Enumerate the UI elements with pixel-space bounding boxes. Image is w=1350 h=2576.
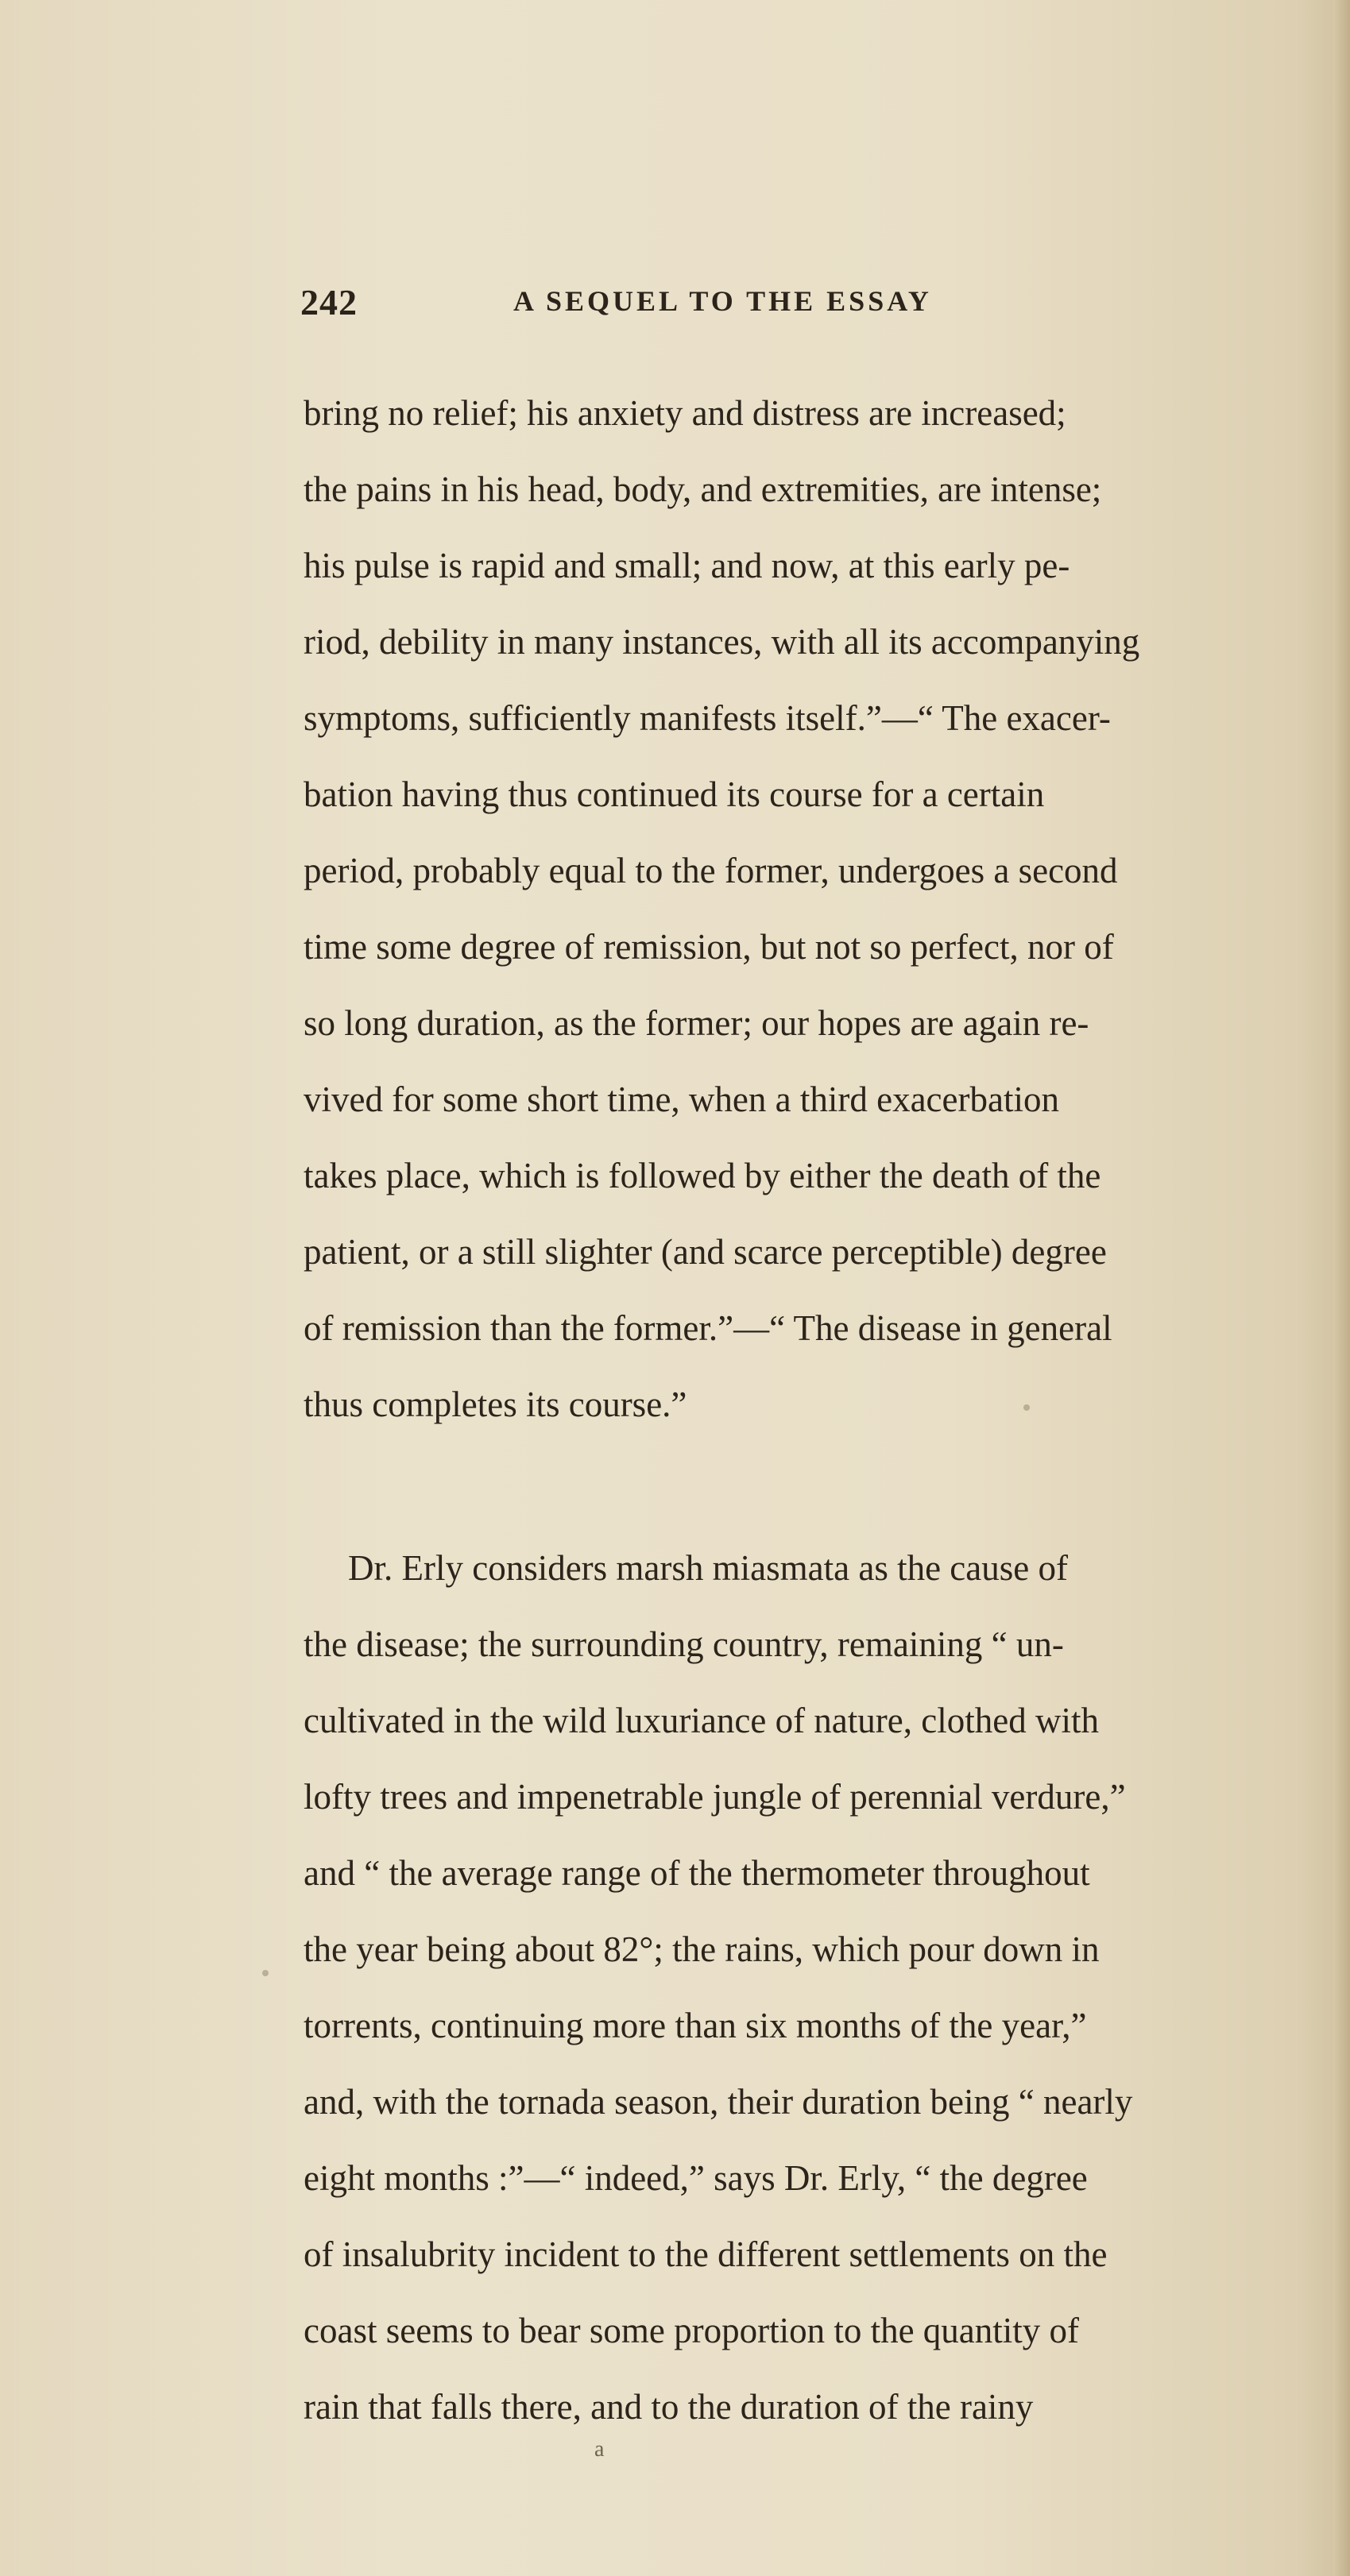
paper-spot <box>262 1970 269 1976</box>
text-line: takes place, which is followed by either the death of the <box>304 1156 1101 1195</box>
paragraph-gap <box>304 1442 1344 1530</box>
paragraph-1 <box>304 375 1344 1442</box>
signature-mark: a <box>594 2437 605 2462</box>
text-line: cultivated in the wild luxuriance of nature, clothed with <box>304 1701 1099 1740</box>
text-line: and, with the tornada season, their duration being “ nearly <box>304 2082 1133 2122</box>
text-line: and “ the average range of the thermometer throughout <box>304 1853 1090 1893</box>
text-line: patient, or a still slighter (and scarce perceptible) degree <box>304 1232 1107 1272</box>
text-line: of remission than the former.”—“ The disease in general <box>304 1308 1112 1348</box>
text-line: vived for some short time, when a third exacerbation <box>304 1079 1059 1119</box>
text-line: rain that falls there, and to the duration of the rainy <box>304 2387 1034 2427</box>
text-line: the pains in his head, body, and extremities, are intense; <box>304 469 1102 509</box>
text-line: his pulse is rapid and small; and now, at this early pe- <box>304 546 1070 585</box>
text-line: symptoms, sufficiently manifests itself.”—“ The exacer- <box>304 698 1111 738</box>
body-text <box>304 375 1344 2445</box>
text-line: eight months :”—“ indeed,” says Dr. Erly, “ the degree <box>304 2158 1088 2198</box>
text-line: thus completes its course.” <box>304 1385 687 1424</box>
paragraph-2 <box>304 1530 1344 2445</box>
text-line: period, probably equal to the former, undergoes a second <box>304 851 1118 890</box>
text-line: Dr. Erly considers marsh miasmata as the cause of <box>348 1548 1068 1588</box>
text-line: riod, debility in many instances, with all its accompanying <box>304 622 1140 662</box>
text-line: time some degree of remission, but not so perfect, nor of <box>304 927 1114 967</box>
text-line: bring no relief; his anxiety and distress are increased; <box>304 393 1066 433</box>
text-line: bation having thus continued its course for a certain <box>304 774 1045 814</box>
text-line: so long duration, as the former; our hopes are again re- <box>304 1003 1089 1043</box>
running-head <box>300 281 1190 329</box>
text-line: torrents, continuing more than six months of the year,” <box>304 2006 1087 2045</box>
running-title: A SEQUEL TO THE ESSAY <box>513 285 932 317</box>
paper-spot <box>1023 1404 1030 1411</box>
text-line: lofty trees and impenetrable jungle of perennial verdure,” <box>304 1777 1126 1817</box>
text-line: of insalubrity incident to the different settlements on the <box>304 2234 1108 2274</box>
page-number: 242 <box>300 282 358 322</box>
text-line: the disease; the surrounding country, remaining “ un- <box>304 1624 1064 1664</box>
text-line: the year being about 82°; the rains, which pour down in <box>304 1929 1100 1969</box>
text-line: coast seems to bear some proportion to the quantity of <box>304 2311 1080 2350</box>
